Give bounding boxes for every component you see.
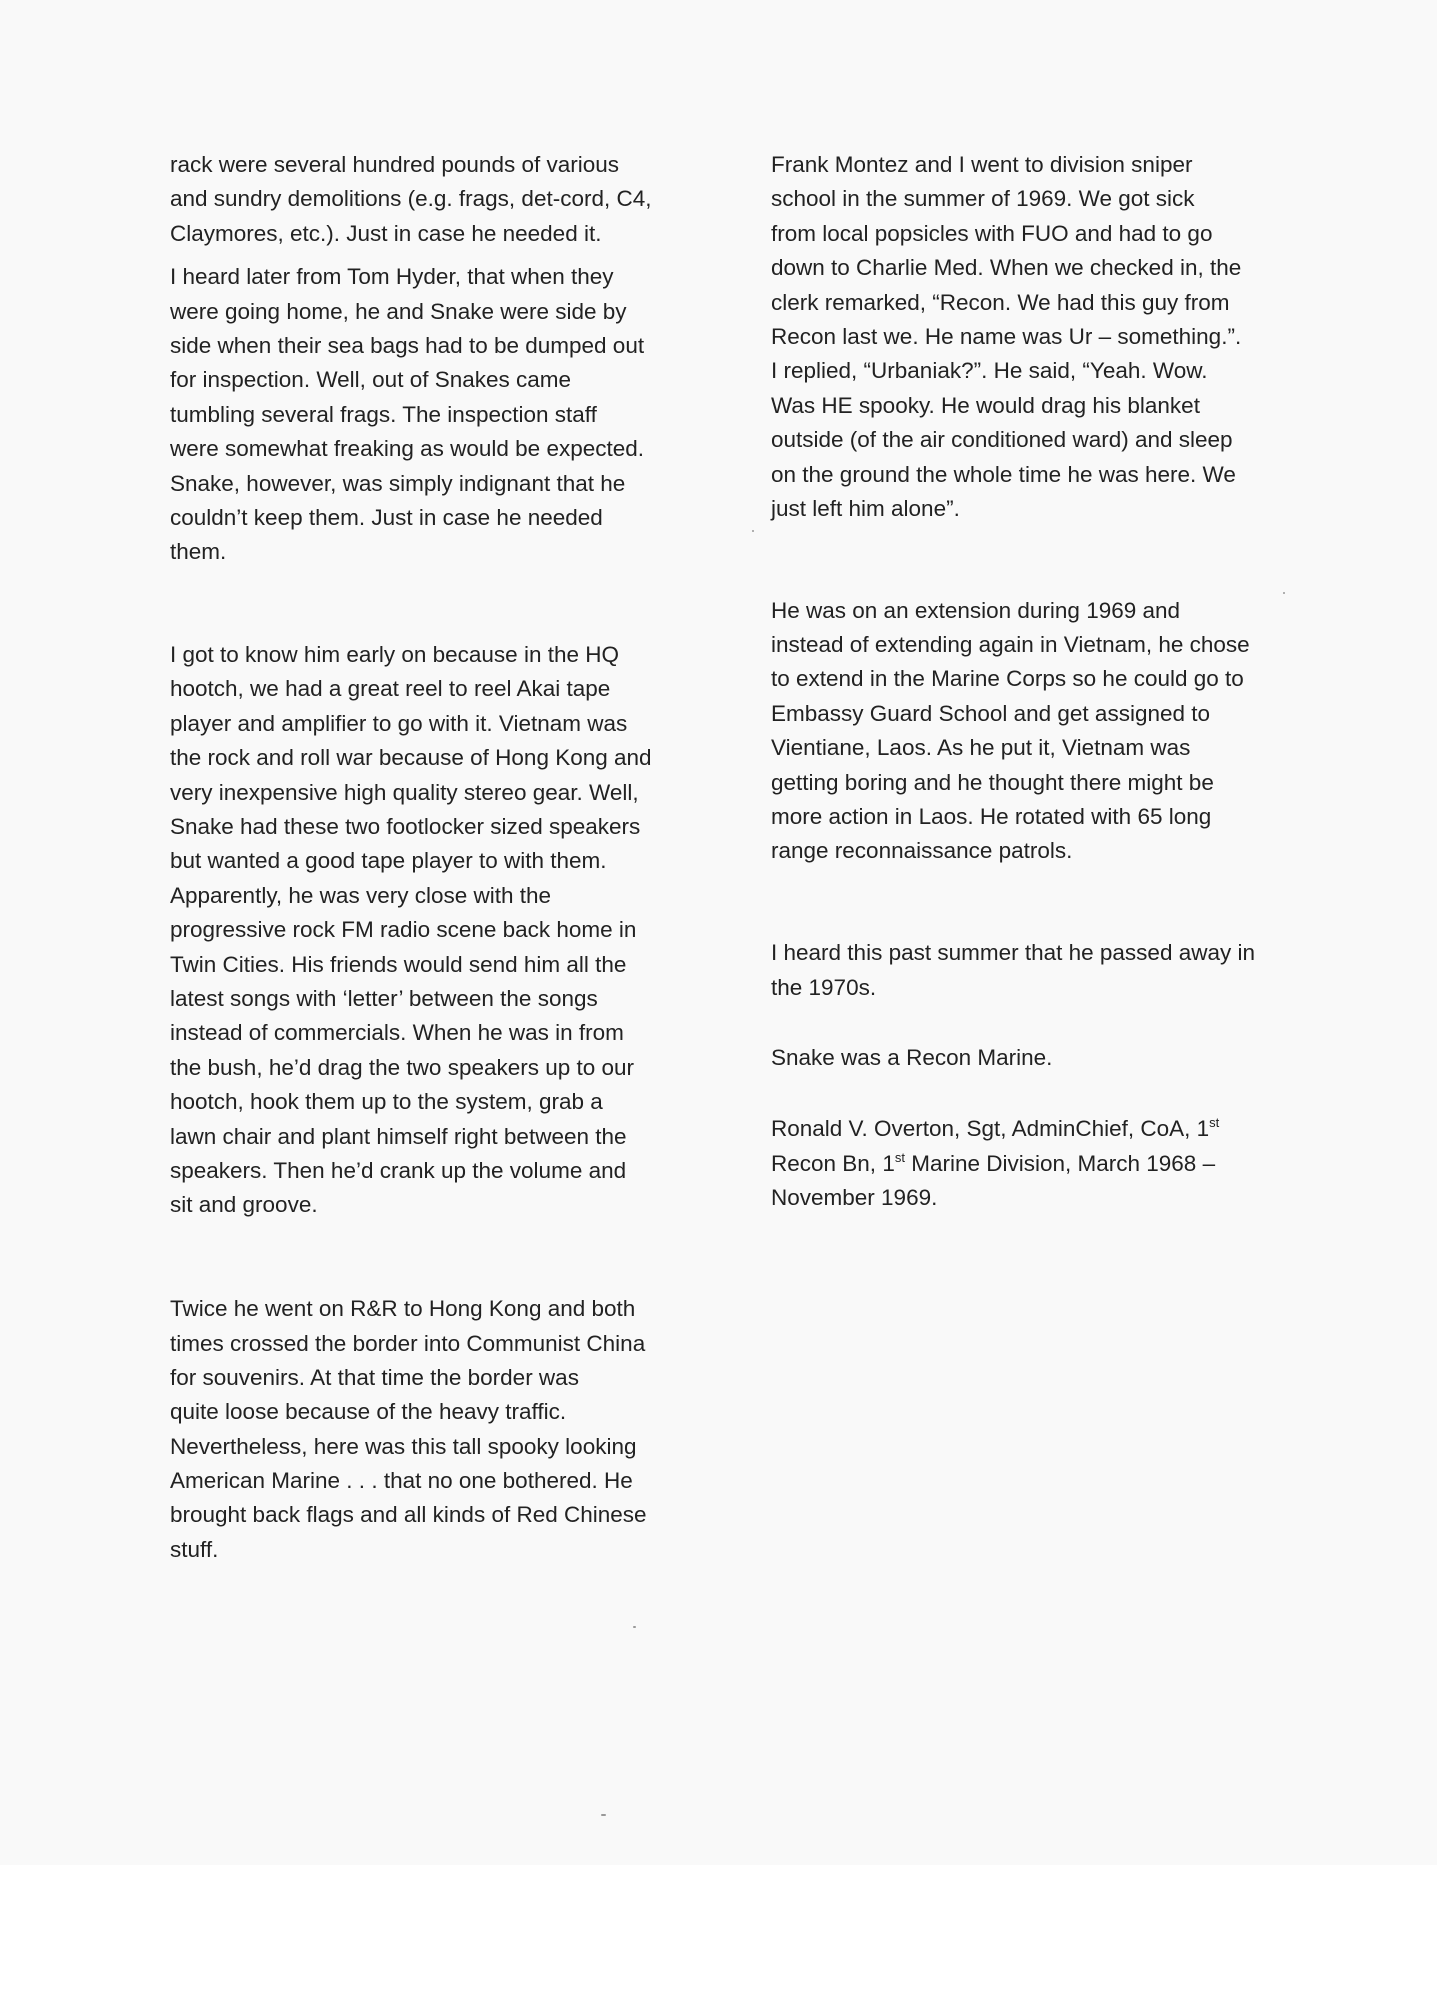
- text-line: stuff.: [170, 1536, 219, 1562]
- signature-line: Recon Bn, 1st Marine Division, March 1968 –: [771, 1149, 1216, 1176]
- text-line: I got to know him early on because in the HQ: [170, 642, 619, 668]
- text-line: Frank Montez and I went to division sniper: [771, 152, 1193, 177]
- text-line: were somewhat freaking as would be expected.: [170, 436, 645, 462]
- text-line: Nevertheless, here was this tall spooky looking: [170, 1433, 637, 1459]
- text-line: Snake had these two footlocker sized speakers: [170, 814, 641, 840]
- text-line: I replied, “Urbaniak?”. He said, “Yeah. Wow.: [771, 358, 1208, 384]
- left-column: [170, 148, 690, 1567]
- text-line: range reconnaissance patrols.: [771, 838, 1073, 864]
- scan-speck: [752, 530, 754, 532]
- text-line: down to Charlie Med. When we checked in, the: [771, 255, 1242, 281]
- text-line: instead of commercials. When he was in from: [170, 1020, 624, 1046]
- text-line: the rock and roll war because of Hong Kong and: [170, 745, 652, 771]
- text-line: Apparently, he was very close with the: [170, 882, 552, 908]
- scan-speck: [633, 1626, 636, 1628]
- text-line: player and amplifier to go with it. Vietnam was: [170, 710, 628, 736]
- text-line: Snake, however, was simply indignant that he: [170, 470, 626, 496]
- text-line: instead of extending again in Vietnam, he chose: [771, 632, 1250, 658]
- text-line: side when their sea bags had to be dumped out: [170, 332, 645, 358]
- text-line: the 1970s.: [771, 974, 877, 1000]
- text-line: getting boring and he thought there might be: [771, 769, 1214, 795]
- text-line: quite loose because of the heavy traffic.: [170, 1399, 567, 1425]
- text-line: Embassy Guard School and get assigned to: [771, 700, 1211, 726]
- text-line: speakers. Then he’d crank up the volume and: [170, 1157, 627, 1183]
- signature-line: November 1969.: [771, 1184, 938, 1210]
- text-line: sit and groove.: [170, 1192, 318, 1218]
- text-line: for souvenirs. At that time the border was: [170, 1364, 579, 1390]
- text-line: I heard later from Tom Hyder, that when they: [170, 264, 614, 290]
- text-line: on the ground the whole time he was here. We: [771, 461, 1236, 487]
- paragraph: [771, 148, 1311, 526]
- text-line: hootch, hook them up to the system, grab a: [170, 1089, 603, 1115]
- text-line: them.: [170, 539, 227, 565]
- text-line: lawn chair and plant himself right between the: [170, 1123, 627, 1149]
- text-line: outside (of the air conditioned ward) and sleep: [771, 427, 1233, 453]
- text-line: latest songs with ‘letter’ between the songs: [170, 985, 598, 1011]
- text-line: American Marine . . . that no one bothered. He: [170, 1468, 633, 1494]
- text-line: from local popsicles with FUO and had to go: [771, 220, 1213, 246]
- text-line: Recon last we. He name was Ur – something.”.: [771, 323, 1242, 349]
- text-line: more action in Laos. He rotated with 65 long: [771, 804, 1212, 830]
- text-line: I heard this past summer that he passed away in: [771, 940, 1256, 966]
- paragraph: [170, 638, 690, 1223]
- text-line: rack were several hundred pounds of various: [170, 152, 620, 177]
- paragraph: [771, 936, 1311, 1005]
- text-line: progressive rock FM radio scene back home in: [170, 917, 637, 943]
- text-line: brought back flags and all kinds of Red Chinese: [170, 1502, 647, 1528]
- paragraph: [170, 260, 690, 570]
- text-line: Vientiane, Laos. As he put it, Vietnam was: [771, 735, 1191, 761]
- text-line: hootch, we had a great reel to reel Akai tape: [170, 676, 611, 702]
- text-line: Claymores, etc.). Just in case he needed it.: [170, 220, 602, 246]
- paragraph: [771, 1041, 1311, 1075]
- paragraph: [170, 1292, 690, 1567]
- text-line: couldn’t keep them. Just in case he needed: [170, 504, 603, 530]
- text-line: times crossed the border into Communist China: [170, 1330, 646, 1356]
- signature-block: [771, 1112, 1311, 1215]
- right-column: [771, 148, 1311, 1215]
- scan-speck: [601, 1814, 606, 1816]
- scan-speck: [1283, 592, 1285, 594]
- text-line: tumbling several frags. The inspection staff: [170, 401, 597, 427]
- text-line: clerk remarked, “Recon. We had this guy from: [771, 289, 1230, 315]
- text-line: Snake was a Recon Marine.: [771, 1045, 1053, 1071]
- paragraph: [771, 594, 1311, 869]
- text-line: Twice he went on R&R to Hong Kong and both: [170, 1296, 636, 1322]
- text-line: to extend in the Marine Corps so he could go to: [771, 666, 1244, 692]
- signature-line: Ronald V. Overton, Sgt, AdminChief, CoA, 1st: [771, 1115, 1220, 1142]
- text-line: He was on an extension during 1969 and: [771, 597, 1181, 623]
- text-line: school in the summer of 1969. We got sick: [771, 186, 1195, 212]
- text-line: Was HE spooky. He would drag his blanket: [771, 392, 1200, 418]
- text-line: but wanted a good tape player to with them.: [170, 848, 607, 874]
- text-line: were going home, he and Snake were side by: [170, 298, 627, 324]
- text-line: just left him alone”.: [771, 495, 960, 521]
- paragraph: [170, 148, 690, 251]
- text-line: the bush, he’d drag the two speakers up to our: [170, 1054, 635, 1080]
- scan-bottom-margin: [0, 1865, 1437, 2000]
- text-line: and sundry demolitions (e.g. frags, det-cord, C4,: [170, 186, 652, 212]
- text-line: for inspection. Well, out of Snakes came: [170, 367, 572, 393]
- text-line: very inexpensive high quality stereo gear. Well,: [170, 779, 639, 805]
- text-line: Twin Cities. His friends would send him all the: [170, 951, 627, 977]
